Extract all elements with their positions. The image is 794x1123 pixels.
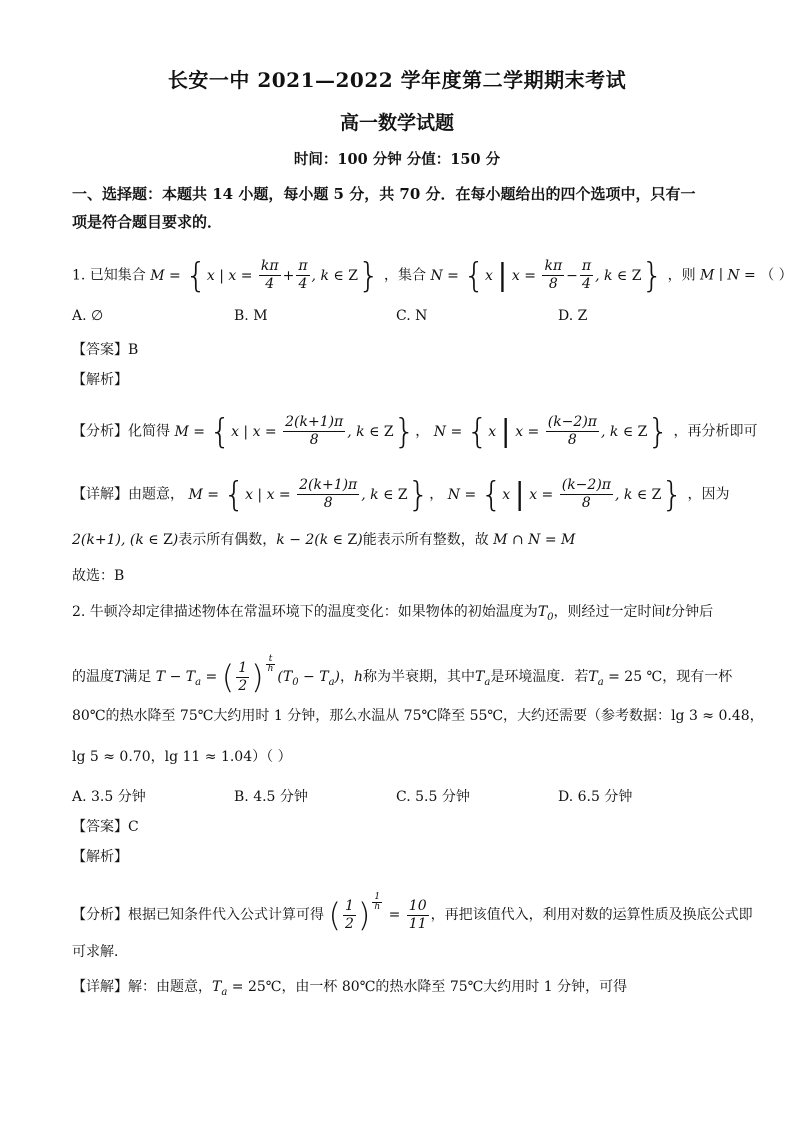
q2-xiangjie-tag: 【详解】 (72, 979, 128, 995)
q2-fenxi-expr: ( $\frac{1}{2}$ ) $^{\frac{1}{h}}$ = $\frac{10}{11}$ (328, 892, 427, 934)
q1-option-a[interactable]: A. ∅ (72, 308, 104, 324)
q1-fenxi-m: M = {x | x = $\frac{2(k+1)\pi}{8}$ , k ∈ Z} (174, 411, 416, 452)
q2-lg11: lg 11 ≈ 1.04 (164, 749, 253, 765)
q1-bracket: （ ） (760, 267, 793, 284)
exam-subtitle: 高一数学试题 (339, 112, 454, 134)
q1-answer: 【答案】B (72, 342, 139, 358)
q2-jiexi: 【解析】 (72, 849, 128, 865)
q1-fenxi: 【分析】化简得 M = {x | x = $\frac{2(k+1)\pi}{8}$ , k ∈ Z}， N = {x | x = $\frac{(k-2)\pi}{8}$ , k ∈ Z} ，再分析即可 (72, 411, 758, 452)
q2-ta: $T_a$ (475, 669, 491, 688)
q2-option-c[interactable]: C. 5.5 分钟 (396, 789, 470, 805)
q2-xiangjie-mid: ，由一杯 80℃的热水降至 75℃大约用时 1 分钟，可得 (281, 979, 628, 995)
q2-option-b[interactable]: B. 4.5 分钟 (234, 789, 308, 805)
q1-fenxi-tag: 【分析】 (72, 423, 128, 440)
q1-stem (72, 255, 793, 296)
q2-xiangjie-text: 解：由题意， (128, 979, 212, 995)
q1-xiangjie-text: 由题意， (128, 486, 184, 503)
q2-l3a: 80℃的热水降至 75℃大约用时 1 分钟，那么水温从 75℃降至 55℃，大约还需要（参考数据： (72, 708, 672, 724)
q2-line2 (72, 655, 732, 695)
q2-ta-value: $T_a = 25$ ℃ (588, 669, 663, 688)
q2-l2e: 是环境温度．若 (490, 669, 589, 685)
q2-answer: 【答案】C (72, 819, 139, 835)
q1-xiangjie: 【详解】由题意， M = {x | x = $\frac{2(k+1)\pi}{8}$ , k ∈ Z}， N = {x | x = $\frac{(k-2)\pi}{8}$ , k ∈ Z} ，因为 (72, 474, 730, 515)
q2-fenxi-suffix: ，再把该值代入，利用对数的运算性质及换底公式即 (430, 907, 753, 923)
q1-option-c[interactable]: C. N (396, 308, 428, 324)
q2-l2d: 称为半衰期，其中 (363, 669, 476, 685)
q2-fenxi (72, 893, 753, 933)
q2-l1a: 2. 牛顿冷却定律描述物体在常温环境下的温度变化：如果物体的初始温度为 (72, 604, 538, 620)
q2-l2c: ， (340, 669, 354, 685)
q2-l2b: 满足 (123, 669, 152, 685)
q1-reason-expr3: M ∩ N = M (493, 532, 576, 548)
q2-line4: lg 5 ≈ 0.70，lg 11 ≈ 1.04）（ ） (72, 749, 292, 765)
q2-line1 (72, 602, 713, 628)
q2-T: T (114, 669, 124, 685)
q1-reason (72, 530, 575, 550)
q1-option-b[interactable]: B. M (234, 308, 268, 324)
q2-t: t (665, 604, 672, 620)
q1-jiexi: 【解析】 (72, 372, 128, 388)
q2-l2a: 的温度 (72, 669, 114, 685)
q1-op: M ∣ N = (700, 267, 756, 284)
q2-t0: $T_0$ (537, 604, 554, 623)
q1-mid: ，集合 (384, 267, 427, 284)
q2-l4b: ）（ ） (252, 749, 292, 765)
q1-xiangjie-n: N = {x | x = $\frac{(k-2)\pi}{8}$ , k ∈ Z} (447, 474, 684, 515)
q1-fenxi-suffix: ，再分析即可 (673, 423, 758, 440)
q1-final: 故选：B (72, 568, 125, 584)
q2-lg5: lg 5 ≈ 0.70 (72, 749, 151, 765)
q1-fenxi-n: N = {x | x = $\frac{(k-2)\pi}{8}$ , k ∈ Z} (433, 411, 670, 452)
q2-xiangjie (72, 977, 627, 1003)
q2-option-d[interactable]: D. 6.5 分钟 (558, 789, 633, 805)
section-heading-line1: 一、选择题：本题共 14 小题，每小题 5 分，共 70 分．在每小题给出的四个选项中，只有一 (72, 185, 696, 203)
q1-reason-expr2: k − 2(k ∈ Z) (276, 532, 363, 548)
q2-fenxi-text: 根据已知条件代入公式计算可得 (128, 907, 324, 923)
q2-l2f: ，现有一杯 (662, 669, 733, 685)
q2-l1b: ，则经过一定时间 (553, 604, 666, 620)
q1-set-m: M = {x | x = $\frac{k\pi}{4}$ + $\frac{\pi}{4}$ , k ∈ Z} (150, 255, 380, 296)
section-heading-line2: 项是符合题目要求的． (72, 213, 223, 231)
q1-xiangjie-suffix: ，因为 (687, 486, 730, 503)
q2-line3: 80℃的热水降至 75℃大约用时 1 分钟，那么水温从 75℃降至 55℃，大约还需要（参考数据：lg 3 ≈ 0.48， (72, 708, 764, 724)
q1-xiangjie-tag: 【详解】 (72, 486, 128, 503)
q1-fenxi-text: 化简得 (128, 423, 170, 440)
q2-fenxi-line2: 可求解． (72, 944, 128, 960)
q1-reason-b: 能表示所有整数，故 (362, 532, 489, 548)
q1-prefix: 1. 已知集合 (72, 267, 146, 284)
exam-meta: 时间：100 分钟 分值：150 分 (293, 151, 501, 168)
q2-l1c: 分钟后 (671, 604, 714, 620)
q1-suffix: ，则 (667, 267, 696, 284)
q2-lg3: lg 3 ≈ 0.48 (671, 708, 750, 724)
exam-title: 长安一中 2021—2022 学年度第二学期期末考试 (167, 68, 627, 92)
q2-formula: $T - T_a$ = ( $\frac{1}{2}$ ) $^{\frac{t}{h}}$ $(T_0 - T_a)$ (155, 654, 340, 696)
q1-reason-a: 表示所有偶数， (178, 532, 277, 548)
q2-fenxi-tag: 【分析】 (72, 907, 128, 923)
q2-h: h (354, 669, 364, 685)
q2-xiangjie-ta: $T_a$ = 25℃ (212, 979, 282, 998)
q2-option-a[interactable]: A. 3.5 分钟 (72, 789, 146, 805)
q1-option-d[interactable]: D. Z (558, 308, 588, 324)
q1-set-n: N = {x | x = $\frac{k\pi}{8}$ − $\frac{\pi}{4}$ , k ∈ Z} (430, 255, 664, 296)
q1-xiangjie-m: M = {x | x = $\frac{2(k+1)\pi}{8}$ , k ∈ Z} (188, 474, 430, 515)
q1-reason-expr1: 2(k+1), (k ∈ Z) (72, 532, 179, 548)
